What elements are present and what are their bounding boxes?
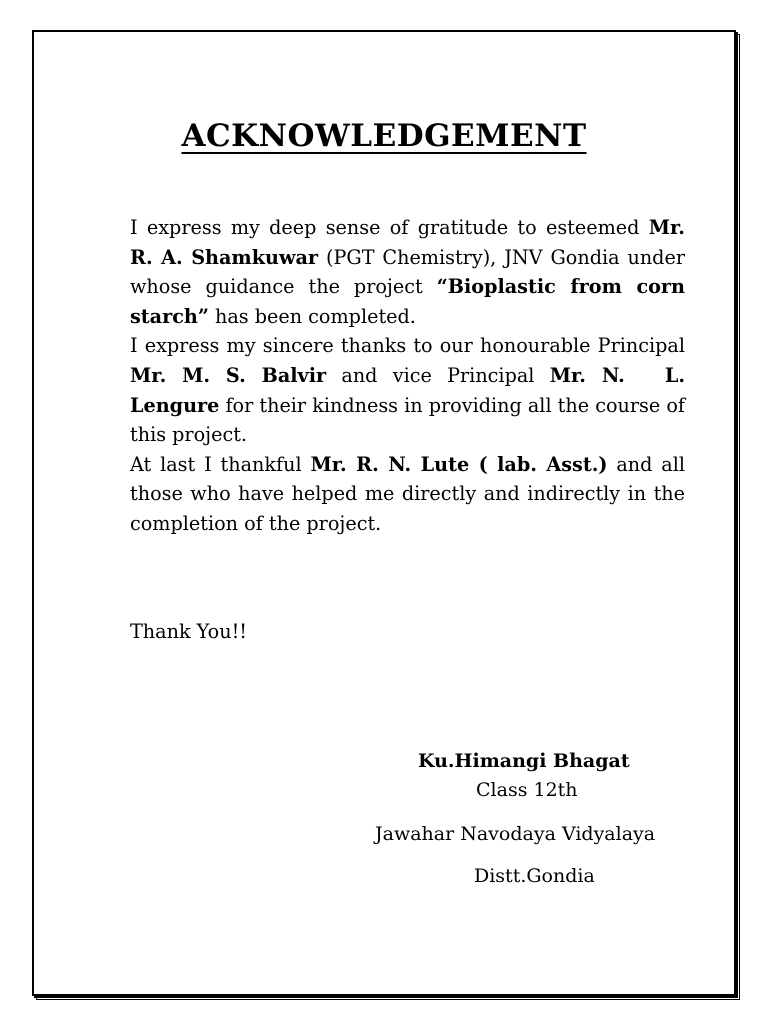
signature-district: Distt.Gondia xyxy=(474,865,595,887)
text-span: I express my deep sense of gratitude to esteemed xyxy=(130,216,649,239)
signature-school: Jawahar Navodaya Vidyalaya xyxy=(375,823,656,845)
signature-name: Ku.Himangi Bhagat xyxy=(418,750,630,772)
lab-assistant-name: Mr. R. N. Lute ( lab. Asst.) xyxy=(310,452,608,476)
guide-name: Mr. R. A. Shamkuwar xyxy=(130,216,685,269)
vice-principal-name-part2: L. Lengure xyxy=(130,363,685,417)
project-title: “Bioplastic from corn starch” xyxy=(130,275,685,328)
text-span: has been completed. xyxy=(208,304,416,328)
closing-thanks: Thank You!! xyxy=(130,620,248,643)
text-span: I express my sincere thanks to our honourable Principal xyxy=(130,334,685,358)
text-span: (PGT Chemistry), JNV Gondia under whose guidance the project xyxy=(130,245,685,299)
text-span: and all those who have helped me directly and indirectly in the completion of the project. xyxy=(130,452,685,535)
paragraph-thanks-lab xyxy=(130,450,685,539)
text-span: At last I thankful xyxy=(130,452,311,476)
principal-name: Mr. M. S. Balvir xyxy=(130,363,327,387)
page-title xyxy=(0,118,768,154)
signature-class: Class 12th xyxy=(476,779,578,801)
text-span: for their kindness in providing all the course of this project. xyxy=(130,393,685,447)
paragraph-thanks-principal xyxy=(130,331,685,449)
page-title-text: ACKNOWLEDGEMENT xyxy=(181,118,587,154)
acknowledgement-body xyxy=(130,213,685,539)
text-span: and vice Principal xyxy=(326,363,550,387)
vice-principal-name-part1: Mr. N. xyxy=(549,363,625,387)
paragraph-gratitude xyxy=(130,213,685,331)
